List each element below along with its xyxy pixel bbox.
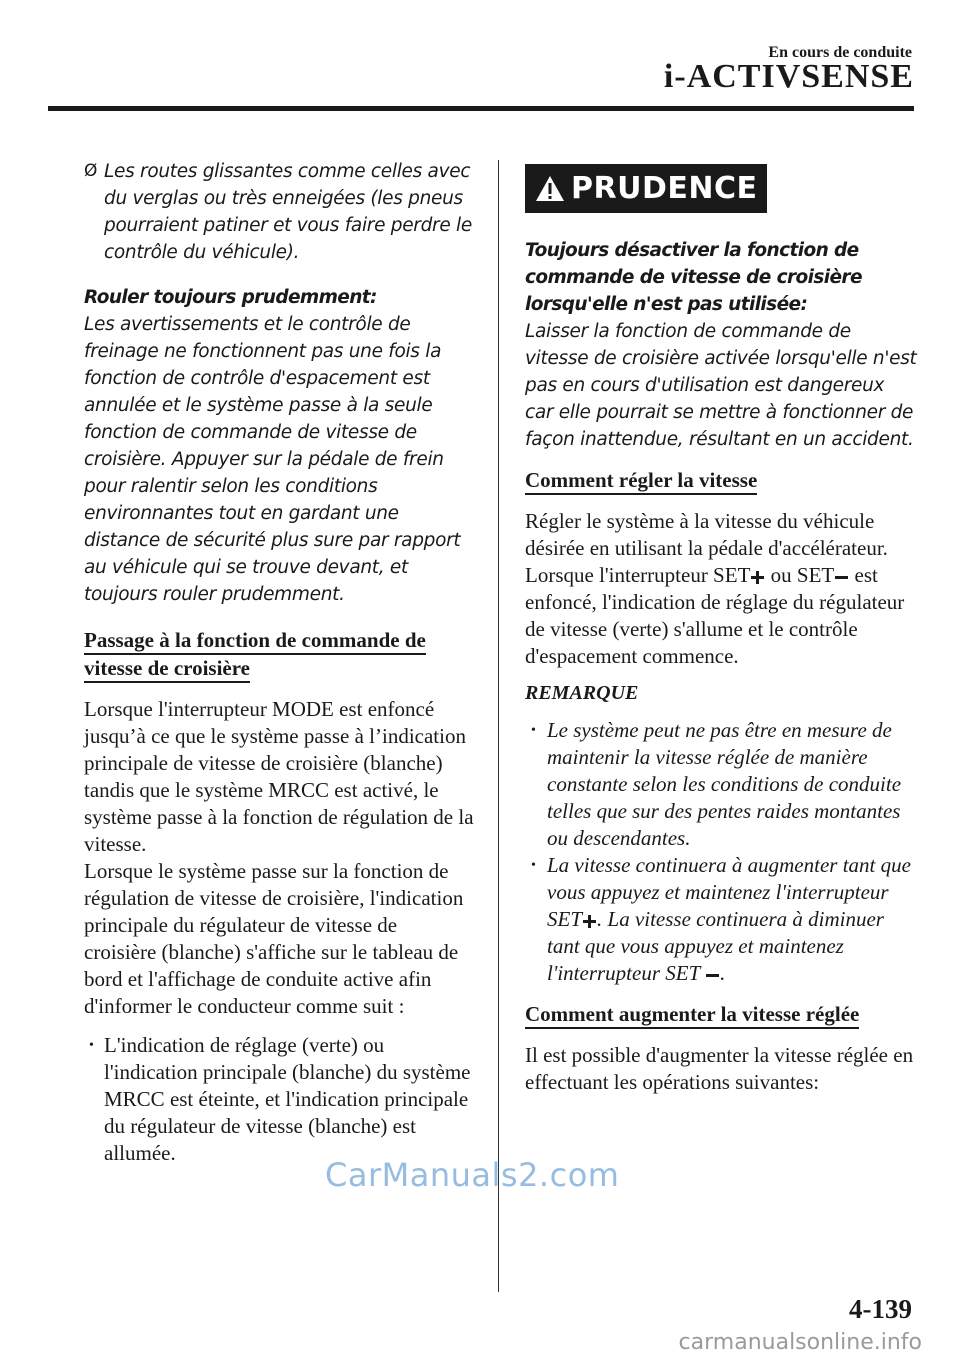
heading-increase-speed: Comment augmenter la vitesse réglée bbox=[525, 1002, 859, 1029]
remarque-item-2-text-a: La vitesse continuera à augmenter tant que vous appuyez et maintenez l'interrupteur SET bbox=[547, 853, 911, 931]
remarque-item-1 bbox=[525, 717, 917, 852]
footer-site-link[interactable]: carmanualsonline.info bbox=[678, 1330, 922, 1355]
section-heading: Passage à la fonction de commande de vitesse de croisière bbox=[84, 628, 426, 683]
plus-icon bbox=[751, 571, 764, 584]
indicator-list-item bbox=[84, 1032, 474, 1167]
heading-set-speed-wrap bbox=[525, 467, 917, 494]
warning-heading: Rouler toujours prudemment: bbox=[84, 287, 377, 308]
header-section-title: En cours de conduite bbox=[768, 44, 912, 61]
minus-icon bbox=[835, 571, 848, 584]
prudence-body: Laisser la fonction de commande de vitesse de croisière activée lorsqu'elle n'est pas en cours d'utilisation est dangereux car elle pourrait se mettre à fonctionner de façon inattendue, résultant en un accident. bbox=[525, 321, 917, 450]
section-heading-wrap bbox=[84, 626, 474, 682]
header-rule bbox=[48, 106, 914, 111]
prudence-heading: Toujours désactiver la fonction de commande de vitesse de croisière lorsqu'elle n'est pas utilisée: bbox=[525, 240, 862, 315]
dot-bullet-icon: • bbox=[89, 1038, 94, 1053]
set-text-a: Lorsque l'interrupteur SET bbox=[525, 563, 751, 587]
warning-block bbox=[84, 284, 474, 608]
warning-triangle-icon bbox=[535, 175, 565, 202]
dot-bullet-icon: • bbox=[531, 723, 536, 738]
column-divider bbox=[498, 160, 499, 1292]
condition-bullet bbox=[84, 158, 474, 266]
prudence-block bbox=[525, 237, 917, 453]
set-text-c: est enfoncé, l'indication de réglage du régulateur de vitesse (verte) s'allume et le contrôle d'espacement commence. bbox=[525, 563, 905, 668]
heading-increase-speed-wrap bbox=[525, 1001, 917, 1028]
right-column bbox=[525, 164, 917, 1096]
set-text-b: ou SET bbox=[765, 563, 835, 587]
watermark-logo: CarManuals2.com bbox=[325, 1156, 620, 1194]
minus-icon bbox=[706, 969, 719, 982]
header-chapter-title: i-ACTIVSENSE bbox=[663, 58, 914, 95]
plus-icon bbox=[583, 915, 596, 928]
set-speed-paragraph-1: Régler le système à la vitesse du véhicule désirée en utilisant la pédale d'accélérateur. bbox=[525, 509, 888, 560]
prudence-label: PRUDENCE bbox=[571, 171, 758, 206]
remarque-item-1-text: Le système peut ne pas être en mesure de maintenir la vitesse réglée de manière constante selon les conditions de conduite telles que sur des pentes raides montantes ou descendantes. bbox=[547, 718, 902, 850]
dot-bullet-icon: • bbox=[531, 858, 536, 873]
page-number: 4-139 bbox=[849, 1294, 912, 1324]
paragraph-2: Lorsque le système passe sur la fonction de régulation de vitesse de croisière, l'indication principale du régulateur de vitesse de croisière (blanche) s'affiche sur le tableau de bord et l'affichage de conduite active afin d'informer le conducteur comme suit : bbox=[84, 859, 464, 1018]
arrow-bullet-icon: Ø bbox=[84, 161, 98, 181]
remarque-item-2-text-b: . La vitesse continuera à diminuer tant que vous appuyez et maintenez l'interrupteur SET bbox=[547, 907, 884, 985]
set-speed-paragraph-2 bbox=[525, 562, 917, 670]
indicator-list-text: L'indication de réglage (verte) ou l'indication principale (blanche) du système MRCC est éteinte, et l'indication principale du régulateur de vitesse (blanche) est allumée. bbox=[104, 1033, 471, 1165]
increase-speed-paragraph: Il est possible d'augmenter la vitesse réglée en effectuant les opérations suivantes: bbox=[525, 1043, 914, 1094]
left-column bbox=[84, 158, 474, 1167]
heading-set-speed: Comment régler la vitesse bbox=[525, 468, 757, 495]
remarque-heading: REMARQUE bbox=[525, 682, 639, 704]
warning-body: Les avertissements et le contrôle de freinage ne fonctionnent pas une fois la fonction de contrôle d'espacement est annulée et le système passe à la seule fonction de commande de vitesse de croisière. Appuyer sur la pédale de frein pour ralentir selon les conditions environnantes tout en gardant une distance de sécurité plus sure par rapport au véhicule qui se trouve devant, et toujours rouler prudemment. bbox=[84, 314, 461, 605]
remarque-item-2 bbox=[525, 852, 917, 987]
condition-bullet-text: Les routes glissantes comme celles avec du verglas ou très enneigées (les pneus pourraient patiner et vous faire perdre le contrôle du véhicule). bbox=[104, 161, 472, 263]
prudence-banner bbox=[525, 164, 767, 213]
remarque-item-2-text-c: . bbox=[720, 961, 726, 985]
paragraph-1: Lorsque l'interrupteur MODE est enfoncé jusqu’à ce que le système passe à l’indication principale de vitesse de croisière (blanche) tandis que le système MRCC est activé, le système passe à la fonction de régulation de la vitesse. bbox=[84, 697, 474, 856]
